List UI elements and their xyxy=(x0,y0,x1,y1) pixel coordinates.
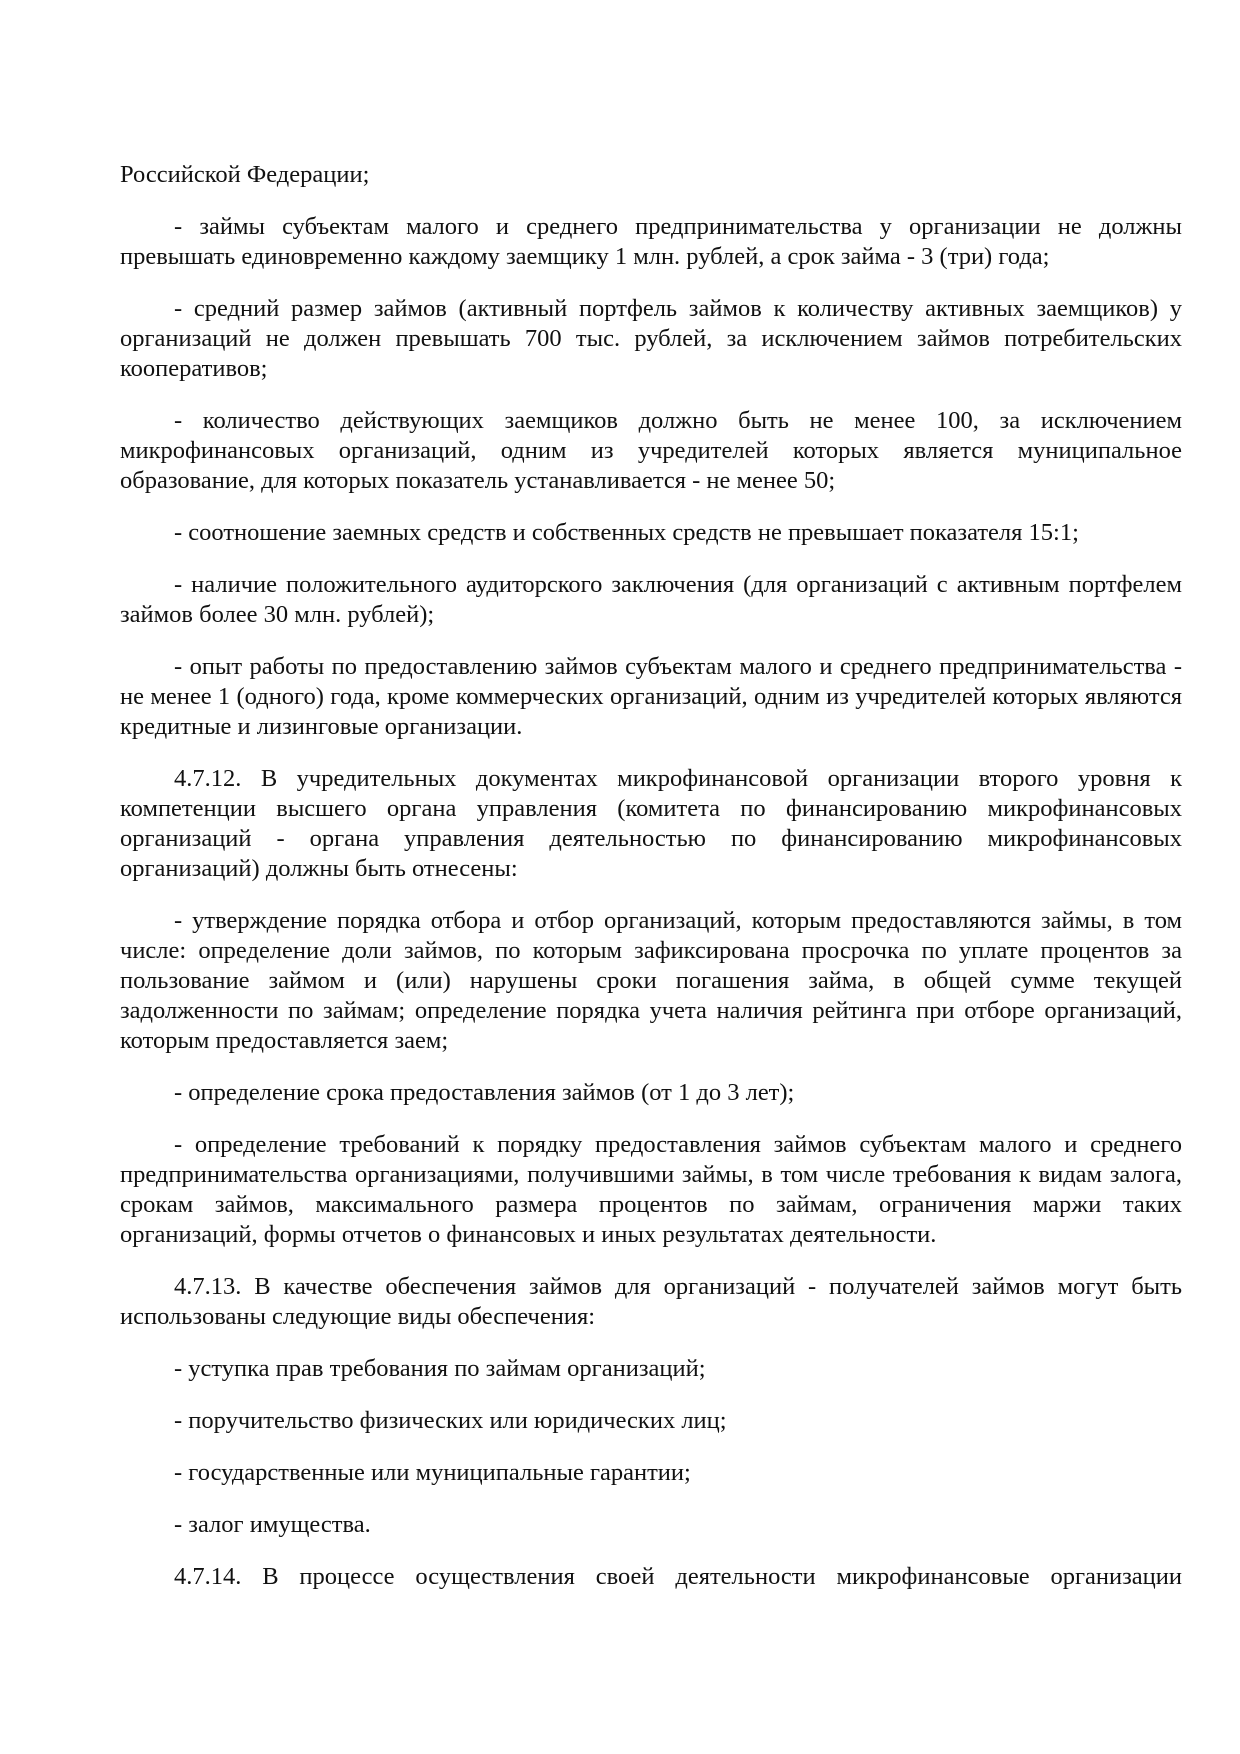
paragraph-audit: - наличие положительного аудиторского заключения (для организаций с активным портфелем займов более 30 млн. рублей); xyxy=(120,571,1182,628)
section-4-7-12: 4.7.12. В учредительных документах микрофинансовой организации второго уровня к компетенции высшего органа управления (комитета по финансированию микрофинансовых организаций - органа управления деятельностью по финансированию микрофинансовых организаций) должны быть отнесены: xyxy=(120,765,1182,882)
paragraph-requirements: - определение требований к порядку предоставления займов субъектам малого и среднего предпринимательства организациями, получившими займы, в том числе требования к видам залога, срокам займов, максимального размера процентов по займам, ограничения маржи таких организаций, формы отчетов о финансовых и иных результатах деятельности. xyxy=(120,1131,1182,1248)
paragraph-borrowers-count: - количество действующих заемщиков должно быть не менее 100, за исключением микрофинансовых организаций, одним из учредителей которых является муниципальное образование, для которых показатель устанавливается - не менее 50; xyxy=(120,407,1182,494)
paragraph-assignment: - уступка прав требования по займам организаций; xyxy=(174,1355,706,1382)
section-4-7-13: 4.7.13. В качестве обеспечения займов для организаций - получателей займов могут быть использованы следующие виды обеспечения: xyxy=(120,1273,1182,1330)
paragraph-average-loan: - средний размер займов (активный портфель займов к количеству активных заемщиков) у организаций не должен превышать 700 тыс. рублей, за исключением займов потребительских кооперативов; xyxy=(120,295,1182,382)
paragraph-guarantees: - государственные или муниципальные гарантии; xyxy=(174,1459,691,1486)
paragraph-loan-limit: - займы субъектам малого и среднего предпринимательства у организации не должны превышать единовременно каждому заемщику 1 млн. рублей, а срок займа - 3 (три) года; xyxy=(120,213,1182,270)
paragraph-experience: - опыт работы по предоставлению займов субъектам малого и среднего предпринимательства - не менее 1 (одного) года, кроме коммерческих организаций, одним из учредителей которых являются кредитные и лизинговые организации. xyxy=(120,653,1182,740)
paragraph-continuation: Российской Федерации; xyxy=(120,161,370,188)
paragraph-surety: - поручительство физических или юридических лиц; xyxy=(174,1407,727,1434)
paragraph-pledge: - залог имущества. xyxy=(174,1511,371,1538)
section-4-7-14: 4.7.14. В процессе осуществления своей деятельности микрофинансовые организации xyxy=(174,1563,1182,1590)
document-page xyxy=(120,160,1182,1614)
paragraph-selection: - утверждение порядка отбора и отбор организаций, которым предоставляются займы, в том числе: определение доли займов, по которым зафиксирована просрочка по уплате процентов за пользование займом и (или) нарушены сроки погашения займа, в общей сумме текущей задолженности по займам; определение порядка учета наличия рейтинга при отборе организаций, которым предоставляется заем; xyxy=(120,907,1182,1054)
paragraph-ratio: - соотношение заемных средств и собственных средств не превышает показателя 15:1; xyxy=(174,519,1079,546)
paragraph-term: - определение срока предоставления займов (от 1 до 3 лет); xyxy=(174,1079,795,1106)
